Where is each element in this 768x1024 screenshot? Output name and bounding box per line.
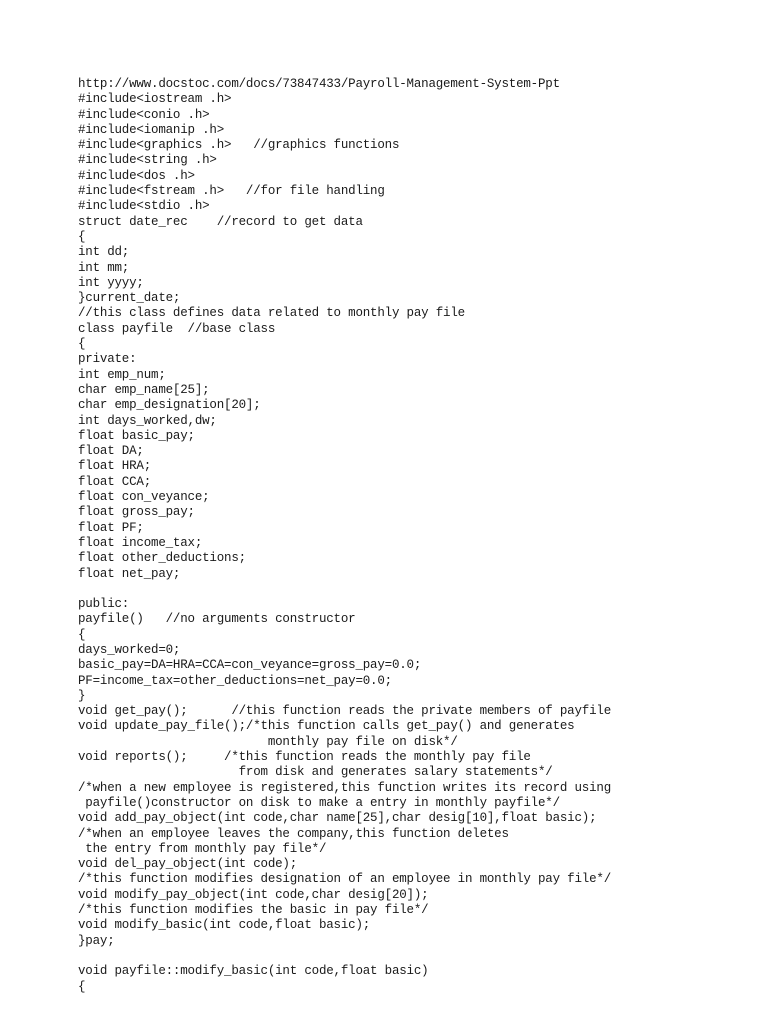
code-line: /*when an employee leaves the company,this function deletes <box>78 826 509 841</box>
code-line: { <box>78 979 86 994</box>
code-line: class payfile //base class <box>78 321 276 336</box>
code-line: #include<fstream .h> //for file handling <box>78 184 385 199</box>
code-line: days_worked=0; <box>78 642 181 657</box>
code-line: { <box>78 337 86 352</box>
code-line: int yyyy; <box>78 275 144 290</box>
code-line: #include<string .h> <box>78 153 217 168</box>
code-line: }current_date; <box>78 291 181 306</box>
code-line: /*this function modifies designation of an employee in monthly pay file*/ <box>78 872 611 887</box>
code-line: http://www.docstoc.com/docs/73847433/Payroll-Management-System-Ppt <box>78 77 560 91</box>
code-line: monthly pay file on disk*/ <box>78 734 458 749</box>
code-line: }pay; <box>78 933 115 948</box>
code-line: #include<dos .h> <box>78 168 195 183</box>
code-line: payfile() //no arguments constructor <box>78 612 356 627</box>
code-line: { <box>78 229 86 244</box>
code-line: void del_pay_object(int code); <box>78 857 298 872</box>
code-line: //this class defines data related to monthly pay file <box>78 306 465 321</box>
code-line: float income_tax; <box>78 535 203 550</box>
code-line: void modify_basic(int code,float basic); <box>78 918 371 933</box>
code-line: int emp_num; <box>78 367 166 382</box>
code-line: struct date_rec //record to get data <box>78 214 363 229</box>
code-line: float HRA; <box>78 459 152 474</box>
code-line: { <box>78 627 86 642</box>
code-line: float CCA; <box>78 474 152 489</box>
code-line: the entry from monthly pay file*/ <box>78 841 327 856</box>
code-line: payfile()constructor on disk to make a entry in monthly payfile*/ <box>78 795 560 810</box>
code-line: #include<iomanip .h> <box>78 122 225 137</box>
code-line: basic_pay=DA=HRA=CCA=con_veyance=gross_pay=0.0; <box>78 658 422 673</box>
code-line: /*this function modifies the basic in pay file*/ <box>78 903 429 918</box>
code-line: void add_pay_object(int code,char name[25],char desig[10],float basic); <box>78 811 597 826</box>
code-line: float gross_pay; <box>78 505 195 520</box>
code-line: int mm; <box>78 260 130 275</box>
code-line <box>78 949 611 964</box>
code-line: float DA; <box>78 444 144 459</box>
code-line: void reports(); /*this function reads the monthly pay file <box>78 750 531 765</box>
code-line: #include<graphics .h> //graphics functions <box>78 138 400 153</box>
code-line: float basic_pay; <box>78 428 195 443</box>
code-line: /*when a new employee is registered,this function writes its record using <box>78 780 611 795</box>
code-line: #include<stdio .h> <box>78 199 210 214</box>
code-line: float net_pay; <box>78 566 181 581</box>
code-line: float other_deductions; <box>78 551 246 566</box>
code-line: char emp_designation[20]; <box>78 398 261 413</box>
code-line: #include<conio .h> <box>78 107 210 122</box>
code-line: private: <box>78 352 137 367</box>
code-line: PF=income_tax=other_deductions=net_pay=0.0; <box>78 673 392 688</box>
code-line: void get_pay(); //this function reads the private members of payfile <box>78 704 611 719</box>
code-line <box>78 582 611 597</box>
code-line: void modify_pay_object(int code,char desig[20]); <box>78 887 429 902</box>
code-line: } <box>78 688 86 703</box>
code-line: char emp_name[25]; <box>78 382 210 397</box>
code-line: void update_pay_file();/*this function calls get_pay() and generates <box>78 719 575 734</box>
code-line: int dd; <box>78 245 130 260</box>
code-line: from disk and generates salary statements*/ <box>78 765 553 780</box>
code-line: int days_worked,dw; <box>78 413 217 428</box>
code-listing <box>78 77 611 995</box>
code-line: #include<iostream .h> <box>78 92 232 107</box>
code-line: float PF; <box>78 520 144 535</box>
code-line: public: <box>78 597 130 612</box>
code-line: float con_veyance; <box>78 490 210 505</box>
code-line: void payfile::modify_basic(int code,float basic) <box>78 964 429 979</box>
